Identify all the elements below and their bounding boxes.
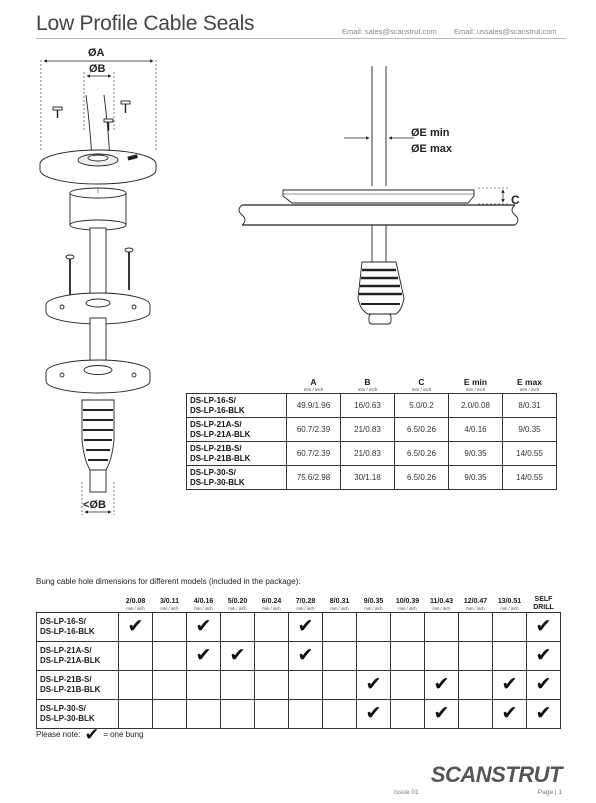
table-row [37,670,561,699]
check-icon: ✔ [535,673,552,695]
bung-cell [391,612,425,641]
column-header: 7/0.28 mm / inch [295,597,316,611]
bung-cell [221,612,255,641]
bung-cell [357,612,391,641]
page-footer [36,756,566,796]
bung-cell [119,612,153,641]
sales-email[interactable]: Email: sales@scanstrut.com [342,27,437,36]
value-c: 6.5/0.26 [395,418,449,442]
bung-cell [187,641,221,670]
check-icon: ✔ [433,702,450,724]
column-header: 9/0.35 mm / inch [363,597,384,611]
column-header: 8/0.31 mm / inch [329,597,350,611]
column-header-self-drill: SELF DRILL [533,595,554,611]
bung-cell [357,699,391,728]
bung-cell [289,612,323,641]
model-name: DS-LP-16-S/ DS-LP-16-BLK [37,612,119,641]
bung-cell [289,670,323,699]
value-a: 60.7/2.39 [287,442,341,466]
check-icon: ✔ [297,615,314,637]
value-e-min: 4/0.16 [449,418,503,442]
model-name: DS-LP-21B-S/ DS-LP-21B-BLK [37,670,119,699]
label-e-min: ØE min [411,127,450,139]
check-icon: ✔ [195,644,212,666]
bung-cell [323,641,357,670]
bung-cell [119,641,153,670]
column-header-a: A mm / inch [303,377,324,392]
bung-cell [459,612,493,641]
check-icon: ✔ [501,673,518,695]
column-header: 12/0.47 mm / inch [463,597,488,611]
bung-cell [255,641,289,670]
column-header: 11/0.43 mm / inch [430,597,453,611]
dimension-table-header [187,378,557,394]
bung-cell [357,641,391,670]
value-e-max: 14/0.55 [503,466,557,490]
bung-cell [221,670,255,699]
table-row [37,612,561,641]
label-diameter-b: ØB [89,63,106,75]
value-c: 6.5/0.26 [395,466,449,490]
bung-cell [527,612,561,641]
ussales-email[interactable]: Email: ussales@scanstrut.com [454,27,557,36]
check-icon: ✔ [501,702,518,724]
bung-cell [153,670,187,699]
bung-table [36,594,561,729]
value-b: 16/0.63 [341,394,395,418]
bung-cell [221,641,255,670]
bung-cell [527,641,561,670]
page-title: Low Profile Cable Seals [36,12,255,35]
label-e-max: ØE max [411,143,452,155]
bung-cell [187,612,221,641]
bung-cell [459,670,493,699]
model-name: DS-LP-21A-S/ DS-LP-21A-BLK [37,641,119,670]
label-c: C [511,193,520,207]
check-icon: ✔ [365,702,382,724]
bung-cell [289,641,323,670]
bung-cell [493,699,527,728]
exploded-view [40,60,156,515]
column-header: 13/0.51 mm / inch [497,597,522,611]
model-name: DS-LP-30-S/ DS-LP-30-BLK [187,466,287,490]
note-prefix: Please note: [36,730,81,739]
model-name: DS-LP-30-S/ DS-LP-30-BLK [37,699,119,728]
bung-cell [289,699,323,728]
bung-note [36,725,143,745]
check-icon: ✔ [535,615,552,637]
bung-cell [323,670,357,699]
bung-cell [153,641,187,670]
column-header: 10/0.39 mm / inch [395,597,420,611]
model-name: DS-LP-21A-S/ DS-LP-21A-BLK [187,418,287,442]
bung-cell [493,670,527,699]
value-c: 5.0/0.2 [395,394,449,418]
value-e-min: 9/0.35 [449,442,503,466]
bung-cell [323,612,357,641]
page-header [36,10,566,36]
bung-cell [323,699,357,728]
bung-cell [459,641,493,670]
table-row [37,699,561,728]
check-icon: ✔ [127,615,144,637]
column-header-b: B mm / inch [357,377,378,392]
check-icon: ✔ [535,644,552,666]
value-e-max: 8/0.31 [503,394,557,418]
blank-header-cell [187,378,287,394]
value-e-min: 2.0/0.08 [449,394,503,418]
check-icon: ✔ [535,702,552,724]
bung-cell [255,612,289,641]
column-header-c: C mm / inch [411,377,432,392]
bung-cell [187,699,221,728]
column-header-e-min: E min mm / inch [463,377,488,392]
table-row [187,394,557,418]
check-icon: ✔ [365,673,382,695]
scanstrut-logo: SCANSTRUT [430,762,562,787]
column-header: 2/0.08 mm / inch [125,597,146,611]
bung-cell [119,699,153,728]
issue-number: Issue 01 [394,789,419,796]
check-icon: ✔ [84,725,99,745]
value-b: 21/0.83 [341,442,395,466]
value-a: 49.9/1.96 [287,394,341,418]
blank-header-cell [37,594,119,612]
section-view [239,66,518,324]
bung-table-header [37,594,561,612]
bung-cell [493,612,527,641]
column-header-e-max: E max mm / inch [516,377,543,392]
table-row [37,641,561,670]
value-e-max: 9/0.35 [503,418,557,442]
bung-cell [527,670,561,699]
value-b: 30/1.18 [341,466,395,490]
check-icon: ✔ [229,644,246,666]
check-icon: ✔ [433,673,450,695]
bung-cell [119,670,153,699]
model-name: DS-LP-16-S/ DS-LP-16-BLK [187,394,287,418]
bung-cell [391,670,425,699]
column-header: 5/0.20 mm / inch [227,597,248,611]
value-a: 60.7/2.39 [287,418,341,442]
value-b: 21/0.83 [341,418,395,442]
value-a: 75.6/2.98 [287,466,341,490]
bung-cell [391,641,425,670]
label-diameter-a: ØA [88,47,105,59]
bung-cell [187,670,221,699]
bung-cell [153,699,187,728]
bung-cell [425,670,459,699]
bung-cell [153,612,187,641]
bung-cell [493,641,527,670]
value-c: 6.5/0.26 [395,442,449,466]
model-name: DS-LP-21B-S/ DS-LP-21B-BLK [187,442,287,466]
check-icon: ✔ [195,615,212,637]
value-e-min: 9/0.35 [449,466,503,490]
bung-cell [255,670,289,699]
bung-cell [459,699,493,728]
column-header: 4/0.16 mm / inch [193,597,214,611]
value-e-max: 14/0.55 [503,442,557,466]
bung-cell [255,699,289,728]
column-header: 6/0.24 mm / inch [261,597,282,611]
label-diameter-b-bottom: <ØB [83,499,106,511]
dimension-table [186,378,557,490]
bung-cell [221,699,255,728]
table-row [187,418,557,442]
bung-cell [425,612,459,641]
bung-cell [425,699,459,728]
table-row [187,442,557,466]
bung-cell [425,641,459,670]
bung-cell [527,699,561,728]
note-suffix: = one bung [103,730,144,739]
bung-table-caption: Bung cable hole dimensions for different models (included in the package): [36,577,301,586]
page-number: Page | 1 [537,789,562,796]
check-icon: ✔ [297,644,314,666]
bung-cell [391,699,425,728]
bung-cell [357,670,391,699]
table-row [187,466,557,490]
column-header: 3/0.11 mm / inch [159,597,180,611]
header-divider [36,38,566,39]
